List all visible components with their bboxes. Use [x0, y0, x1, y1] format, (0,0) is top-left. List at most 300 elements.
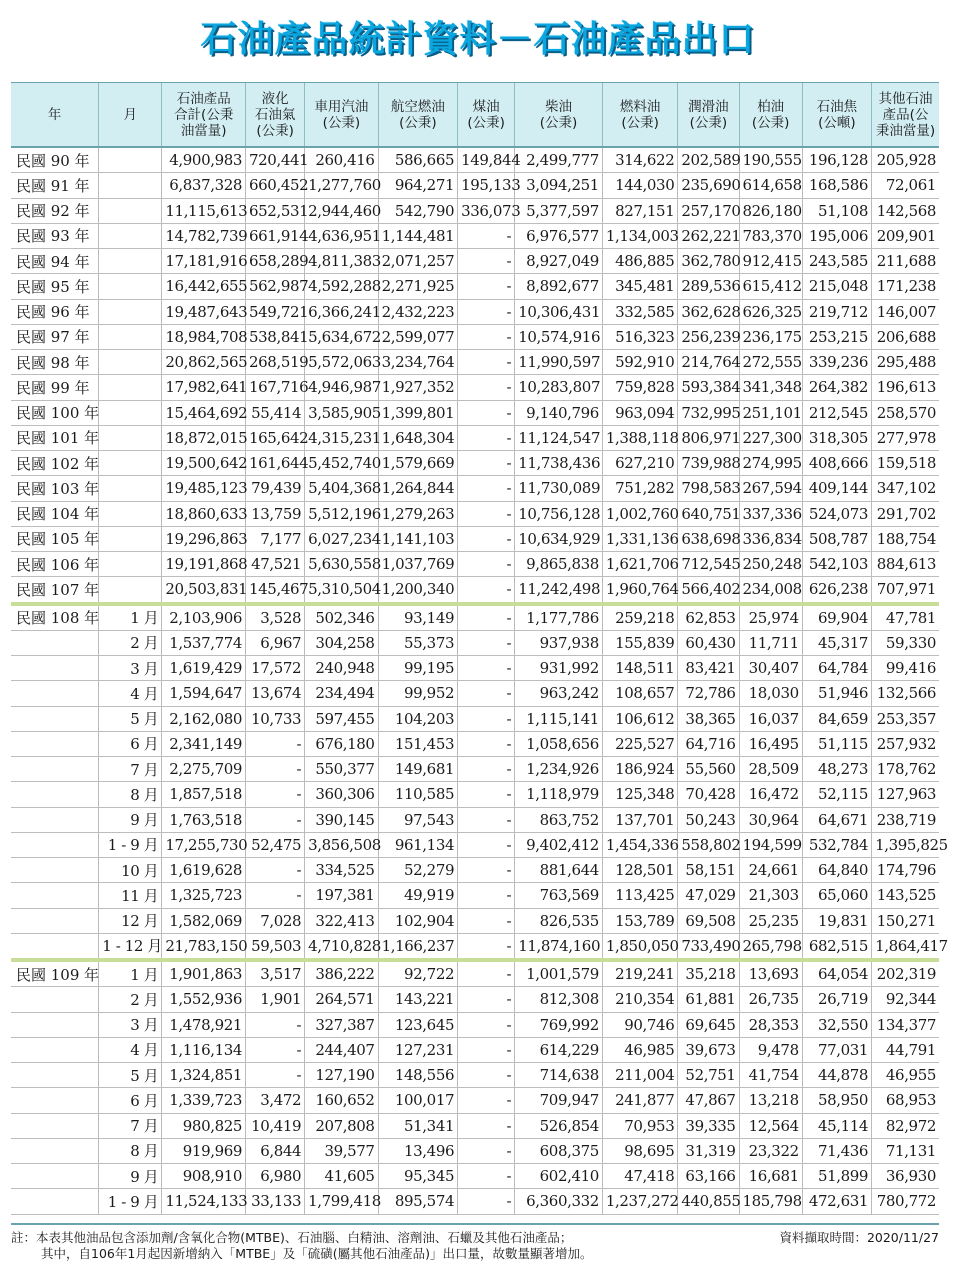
row-value-cell: 532,784: [802, 832, 871, 857]
row-year-cell: [11, 782, 99, 807]
row-value-cell: -: [458, 757, 515, 782]
table-row: [11, 1113, 939, 1138]
row-value-cell: 6,844: [246, 1138, 305, 1163]
row-value-cell: 2,071,257: [378, 249, 458, 274]
header-kerosene: 煤油 (公秉): [458, 83, 515, 147]
row-value-cell: 11,874,160: [515, 933, 603, 960]
row-value-cell: 188,754: [872, 526, 939, 551]
row-value-cell: -: [458, 1164, 515, 1189]
row-value-cell: 47,781: [872, 604, 939, 631]
row-value-cell: 2,499,777: [515, 147, 603, 173]
row-value-cell: 39,577: [305, 1138, 378, 1163]
row-value-cell: 45,114: [802, 1113, 871, 1138]
row-value-cell: 1,141,103: [378, 526, 458, 551]
footnote-line-1: 註：本表其他油品包含添加劑/含氧化合物(MTBE)、石油腦、白精油、溶劑油、石蠟及其他石油產品；: [11, 1230, 573, 1245]
row-value-cell: 149,681: [378, 757, 458, 782]
row-value-cell: -: [458, 731, 515, 756]
row-value-cell: 69,508: [678, 908, 739, 933]
row-year-cell: [11, 1012, 99, 1037]
row-value-cell: -: [458, 350, 515, 375]
row-value-cell: 390,145: [305, 807, 378, 832]
row-value-cell: 586,665: [378, 147, 458, 173]
table-row: [11, 681, 939, 706]
row-year-cell: [11, 858, 99, 883]
row-value-cell: 13,218: [739, 1088, 802, 1113]
row-value-cell: 314,622: [602, 147, 677, 173]
row-value-cell: 638,698: [678, 526, 739, 551]
row-month-cell: 1 - 12 月: [99, 933, 162, 960]
row-value-cell: 4,900,983: [162, 147, 246, 173]
row-value-cell: 55,373: [378, 630, 458, 655]
row-value-cell: -: [458, 807, 515, 832]
row-value-cell: 253,215: [802, 324, 871, 349]
row-value-cell: 6,980: [246, 1164, 305, 1189]
row-value-cell: 661,914: [246, 223, 305, 248]
row-value-cell: 658,289: [246, 249, 305, 274]
row-value-cell: 602,410: [515, 1164, 603, 1189]
table-row: [11, 656, 939, 681]
row-value-cell: 4,315,231: [305, 425, 378, 450]
row-value-cell: 1,144,481: [378, 223, 458, 248]
table-row: [11, 223, 939, 248]
row-month-cell: [99, 299, 162, 324]
row-value-cell: 1,478,921: [162, 1012, 246, 1037]
row-value-cell: 241,877: [602, 1088, 677, 1113]
row-value-cell: -: [458, 681, 515, 706]
row-value-cell: -: [458, 1138, 515, 1163]
row-value-cell: 362,780: [678, 249, 739, 274]
row-value-cell: 502,346: [305, 604, 378, 631]
row-value-cell: 345,481: [602, 274, 677, 299]
row-value-cell: 1,002,760: [602, 501, 677, 526]
row-value-cell: 1,177,786: [515, 604, 603, 631]
row-value-cell: 6,837,328: [162, 173, 246, 198]
row-value-cell: 11,524,133: [162, 1189, 246, 1214]
row-value-cell: 2,432,223: [378, 299, 458, 324]
header-other-products: 其他石油 產品(公 秉油當量): [872, 83, 939, 147]
row-month-cell: [99, 147, 162, 173]
row-value-cell: 10,756,128: [515, 501, 603, 526]
row-year-cell: 民國 101 年: [11, 425, 99, 450]
row-value-cell: 69,645: [678, 1012, 739, 1037]
row-year-cell: [11, 1088, 99, 1113]
row-value-cell: -: [458, 908, 515, 933]
row-year-cell: 民國 105 年: [11, 526, 99, 551]
row-value-cell: 337,336: [739, 501, 802, 526]
row-value-cell: 20,862,565: [162, 350, 246, 375]
row-value-cell: 440,855: [678, 1189, 739, 1214]
row-month-cell: [99, 274, 162, 299]
row-month-cell: 7 月: [99, 1113, 162, 1138]
row-value-cell: 25,235: [739, 908, 802, 933]
table-row: [11, 987, 939, 1012]
row-value-cell: 134,377: [872, 1012, 939, 1037]
row-value-cell: 13,693: [739, 960, 802, 987]
row-value-cell: 550,377: [305, 757, 378, 782]
row-value-cell: -: [458, 451, 515, 476]
row-value-cell: -: [458, 526, 515, 551]
row-month-cell: [99, 324, 162, 349]
row-value-cell: 627,210: [602, 451, 677, 476]
row-value-cell: 334,525: [305, 858, 378, 883]
row-month-cell: 2 月: [99, 630, 162, 655]
row-value-cell: -: [246, 731, 305, 756]
row-value-cell: 26,719: [802, 987, 871, 1012]
row-value-cell: 35,218: [678, 960, 739, 987]
row-value-cell: 1,582,069: [162, 908, 246, 933]
row-value-cell: 707,971: [872, 577, 939, 604]
row-value-cell: 264,571: [305, 987, 378, 1012]
row-value-cell: 39,335: [678, 1113, 739, 1138]
row-value-cell: 614,658: [739, 173, 802, 198]
row-value-cell: -: [246, 1063, 305, 1088]
row-value-cell: 47,521: [246, 552, 305, 577]
row-month-cell: 11 月: [99, 883, 162, 908]
row-value-cell: 100,017: [378, 1088, 458, 1113]
row-year-cell: [11, 1138, 99, 1163]
row-value-cell: 211,004: [602, 1063, 677, 1088]
row-value-cell: 964,271: [378, 173, 458, 198]
row-value-cell: 1,001,579: [515, 960, 603, 987]
row-value-cell: 82,972: [872, 1113, 939, 1138]
row-value-cell: 21,303: [739, 883, 802, 908]
row-value-cell: 160,652: [305, 1088, 378, 1113]
row-value-cell: 127,190: [305, 1063, 378, 1088]
row-value-cell: 16,037: [739, 706, 802, 731]
row-value-cell: 318,305: [802, 425, 871, 450]
export-statistics-table: [11, 83, 948, 1215]
row-value-cell: 45,317: [802, 630, 871, 655]
row-value-cell: 64,784: [802, 656, 871, 681]
row-value-cell: 472,631: [802, 1189, 871, 1214]
row-value-cell: 52,475: [246, 832, 305, 857]
row-value-cell: -: [246, 1037, 305, 1062]
row-value-cell: 11,711: [739, 630, 802, 655]
row-year-cell: 民國 108 年: [11, 604, 99, 631]
row-value-cell: 486,885: [602, 249, 677, 274]
table-row: [11, 526, 939, 551]
row-month-cell: 7 月: [99, 757, 162, 782]
row-value-cell: 267,594: [739, 476, 802, 501]
row-value-cell: 150,271: [872, 908, 939, 933]
row-value-cell: 58,950: [802, 1088, 871, 1113]
row-value-cell: 60,430: [678, 630, 739, 655]
row-value-cell: 289,536: [678, 274, 739, 299]
row-value-cell: 65,060: [802, 883, 871, 908]
row-value-cell: 919,969: [162, 1138, 246, 1163]
row-value-cell: -: [246, 757, 305, 782]
row-value-cell: 1,454,336: [602, 832, 677, 857]
row-value-cell: 3,472: [246, 1088, 305, 1113]
table-row: [11, 552, 939, 577]
row-value-cell: 409,144: [802, 476, 871, 501]
row-value-cell: 1,388,118: [602, 425, 677, 450]
row-value-cell: 47,867: [678, 1088, 739, 1113]
row-value-cell: 195,133: [458, 173, 515, 198]
row-value-cell: -: [458, 883, 515, 908]
row-value-cell: 6,967: [246, 630, 305, 655]
row-value-cell: 64,054: [802, 960, 871, 987]
row-value-cell: 18,860,633: [162, 501, 246, 526]
row-value-cell: 593,384: [678, 375, 739, 400]
row-value-cell: -: [458, 375, 515, 400]
row-value-cell: 19,500,642: [162, 451, 246, 476]
row-value-cell: 4,946,987: [305, 375, 378, 400]
row-value-cell: 49,919: [378, 883, 458, 908]
row-value-cell: 41,754: [739, 1063, 802, 1088]
row-value-cell: 592,910: [602, 350, 677, 375]
row-value-cell: 51,341: [378, 1113, 458, 1138]
row-value-cell: 360,306: [305, 782, 378, 807]
row-value-cell: 341,348: [739, 375, 802, 400]
table-row: [11, 604, 939, 631]
row-month-cell: [99, 375, 162, 400]
row-month-cell: 4 月: [99, 681, 162, 706]
table-row: [11, 883, 939, 908]
row-year-cell: [11, 832, 99, 857]
row-value-cell: 238,719: [872, 807, 939, 832]
row-value-cell: 327,387: [305, 1012, 378, 1037]
header-asphalt: 柏油 (公秉): [739, 83, 802, 147]
row-value-cell: 11,990,597: [515, 350, 603, 375]
row-value-cell: 90,746: [602, 1012, 677, 1037]
row-value-cell: 98,695: [602, 1138, 677, 1163]
row-value-cell: 197,381: [305, 883, 378, 908]
row-year-cell: 民國 97 年: [11, 324, 99, 349]
row-value-cell: 52,115: [802, 782, 871, 807]
row-value-cell: 769,992: [515, 1012, 603, 1037]
table-row: [11, 1012, 939, 1037]
table-row: [11, 299, 939, 324]
row-value-cell: -: [458, 476, 515, 501]
table-row: [11, 807, 939, 832]
row-value-cell: -: [246, 1012, 305, 1037]
header-total: 石油產品 合計(公秉 油當量): [162, 83, 246, 147]
row-value-cell: 145,467: [246, 577, 305, 604]
table-row: [11, 451, 939, 476]
row-month-cell: 1 - 9 月: [99, 832, 162, 857]
row-value-cell: 812,308: [515, 987, 603, 1012]
header-lubricant: 潤滑油 (公秉): [678, 83, 739, 147]
row-value-cell: 12,564: [739, 1113, 802, 1138]
table-row: [11, 858, 939, 883]
row-value-cell: -: [458, 706, 515, 731]
row-value-cell: 264,382: [802, 375, 871, 400]
row-month-cell: 12 月: [99, 908, 162, 933]
row-value-cell: 408,666: [802, 451, 871, 476]
row-value-cell: 236,175: [739, 324, 802, 349]
row-value-cell: 1,552,936: [162, 987, 246, 1012]
row-value-cell: 196,128: [802, 147, 871, 173]
row-value-cell: 256,239: [678, 324, 739, 349]
row-year-cell: [11, 933, 99, 960]
row-value-cell: 1,339,723: [162, 1088, 246, 1113]
row-value-cell: 19,296,863: [162, 526, 246, 551]
row-value-cell: 186,924: [602, 757, 677, 782]
row-value-cell: 332,585: [602, 299, 677, 324]
row-value-cell: 51,899: [802, 1164, 871, 1189]
row-value-cell: 386,222: [305, 960, 378, 987]
row-value-cell: 20,503,831: [162, 577, 246, 604]
row-value-cell: 225,527: [602, 731, 677, 756]
row-value-cell: 31,319: [678, 1138, 739, 1163]
row-value-cell: 2,103,906: [162, 604, 246, 631]
data-retrieval-date: 資料擷取時間：2020/11/27: [779, 1230, 939, 1245]
row-year-cell: [11, 757, 99, 782]
row-value-cell: 1,325,723: [162, 883, 246, 908]
row-value-cell: 46,985: [602, 1037, 677, 1062]
row-value-cell: 676,180: [305, 731, 378, 756]
row-year-cell: [11, 987, 99, 1012]
row-value-cell: 144,030: [602, 173, 677, 198]
row-value-cell: 174,796: [872, 858, 939, 883]
table-row: [11, 324, 939, 349]
row-year-cell: 民國 104 年: [11, 501, 99, 526]
row-year-cell: 民國 96 年: [11, 299, 99, 324]
row-value-cell: -: [458, 987, 515, 1012]
row-value-cell: 23,322: [739, 1138, 802, 1163]
row-value-cell: 251,101: [739, 400, 802, 425]
row-year-cell: [11, 1063, 99, 1088]
header-row: [11, 83, 939, 147]
row-value-cell: 260,416: [305, 147, 378, 173]
row-value-cell: 8,927,049: [515, 249, 603, 274]
row-value-cell: 262,221: [678, 223, 739, 248]
table-row: [11, 1037, 939, 1062]
row-value-cell: 1,331,136: [602, 526, 677, 551]
row-value-cell: 207,808: [305, 1113, 378, 1138]
row-value-cell: -: [458, 656, 515, 681]
table-row: [11, 731, 939, 756]
row-value-cell: 235,690: [678, 173, 739, 198]
row-year-cell: [11, 807, 99, 832]
row-value-cell: 3,856,508: [305, 832, 378, 857]
row-value-cell: 3,585,905: [305, 400, 378, 425]
row-value-cell: 185,798: [739, 1189, 802, 1214]
table-row: [11, 933, 939, 960]
row-value-cell: 52,751: [678, 1063, 739, 1088]
row-month-cell: [99, 249, 162, 274]
row-value-cell: 47,029: [678, 883, 739, 908]
row-value-cell: -: [458, 1037, 515, 1062]
row-value-cell: 127,231: [378, 1037, 458, 1062]
footnote-line-2: 其中，自106年1月起因新增納入「MTBE」及「硫磺(屬其他石油產品)」出口量，故數量顯著增加。: [41, 1246, 593, 1261]
row-value-cell: 99,195: [378, 656, 458, 681]
row-value-cell: 980,825: [162, 1113, 246, 1138]
row-value-cell: 732,995: [678, 400, 739, 425]
row-value-cell: 13,674: [246, 681, 305, 706]
row-value-cell: -: [458, 400, 515, 425]
row-value-cell: 6,360,332: [515, 1189, 603, 1214]
row-value-cell: 1,864,417: [872, 933, 939, 960]
row-year-cell: 民國 90 年: [11, 147, 99, 173]
row-value-cell: 13,496: [378, 1138, 458, 1163]
row-value-cell: 931,992: [515, 656, 603, 681]
row-value-cell: 912,415: [739, 249, 802, 274]
table-row: [11, 1138, 939, 1163]
row-value-cell: 1,763,518: [162, 807, 246, 832]
row-value-cell: 304,258: [305, 630, 378, 655]
row-value-cell: 178,762: [872, 757, 939, 782]
row-value-cell: 61,881: [678, 987, 739, 1012]
row-value-cell: 33,133: [246, 1189, 305, 1214]
row-value-cell: 11,124,547: [515, 425, 603, 450]
row-value-cell: -: [458, 604, 515, 631]
row-value-cell: 137,701: [602, 807, 677, 832]
row-value-cell: 47,418: [602, 1164, 677, 1189]
row-value-cell: 1,200,340: [378, 577, 458, 604]
row-month-cell: 5 月: [99, 1063, 162, 1088]
row-value-cell: 63,166: [678, 1164, 739, 1189]
table-row: [11, 425, 939, 450]
row-year-cell: 民國 107 年: [11, 577, 99, 604]
row-value-cell: 243,585: [802, 249, 871, 274]
row-value-cell: 212,545: [802, 400, 871, 425]
row-month-cell: 1 - 9 月: [99, 1189, 162, 1214]
row-value-cell: 322,413: [305, 908, 378, 933]
row-year-cell: 民國 106 年: [11, 552, 99, 577]
table-row: [11, 908, 939, 933]
row-value-cell: 161,644: [246, 451, 305, 476]
row-value-cell: 10,306,431: [515, 299, 603, 324]
row-value-cell: 69,904: [802, 604, 871, 631]
row-value-cell: 709,947: [515, 1088, 603, 1113]
table-row: [11, 782, 939, 807]
row-value-cell: 106,612: [602, 706, 677, 731]
row-value-cell: 1,960,764: [602, 577, 677, 604]
row-value-cell: 240,948: [305, 656, 378, 681]
row-month-cell: 3 月: [99, 1012, 162, 1037]
row-month-cell: 9 月: [99, 807, 162, 832]
row-year-cell: 民國 100 年: [11, 400, 99, 425]
row-month-cell: 8 月: [99, 782, 162, 807]
row-value-cell: 39,673: [678, 1037, 739, 1062]
row-value-cell: 99,416: [872, 656, 939, 681]
row-value-cell: 17,255,730: [162, 832, 246, 857]
row-value-cell: 259,218: [602, 604, 677, 631]
row-value-cell: 24,661: [739, 858, 802, 883]
row-value-cell: 714,638: [515, 1063, 603, 1088]
row-value-cell: 2,162,080: [162, 706, 246, 731]
row-value-cell: 937,938: [515, 630, 603, 655]
row-year-cell: [11, 706, 99, 731]
row-year-cell: 民國 99 年: [11, 375, 99, 400]
row-value-cell: 110,585: [378, 782, 458, 807]
row-value-cell: -: [458, 223, 515, 248]
row-value-cell: 113,425: [602, 883, 677, 908]
row-value-cell: 10,574,916: [515, 324, 603, 349]
row-value-cell: 1,901,863: [162, 960, 246, 987]
row-value-cell: 1,116,134: [162, 1037, 246, 1062]
row-year-cell: [11, 681, 99, 706]
row-value-cell: 1,399,801: [378, 400, 458, 425]
row-value-cell: -: [246, 858, 305, 883]
table-row: [11, 375, 939, 400]
row-value-cell: 9,402,412: [515, 832, 603, 857]
row-value-cell: 13,759: [246, 501, 305, 526]
row-value-cell: 863,752: [515, 807, 603, 832]
row-value-cell: 214,764: [678, 350, 739, 375]
row-value-cell: 195,006: [802, 223, 871, 248]
row-value-cell: 806,971: [678, 425, 739, 450]
row-value-cell: 10,733: [246, 706, 305, 731]
row-value-cell: 41,605: [305, 1164, 378, 1189]
header-gasoline: 車用汽油 (公秉): [305, 83, 378, 147]
row-value-cell: 549,721: [246, 299, 305, 324]
row-value-cell: 3,528: [246, 604, 305, 631]
row-value-cell: 6,976,577: [515, 223, 603, 248]
row-value-cell: 336,073: [458, 198, 515, 223]
